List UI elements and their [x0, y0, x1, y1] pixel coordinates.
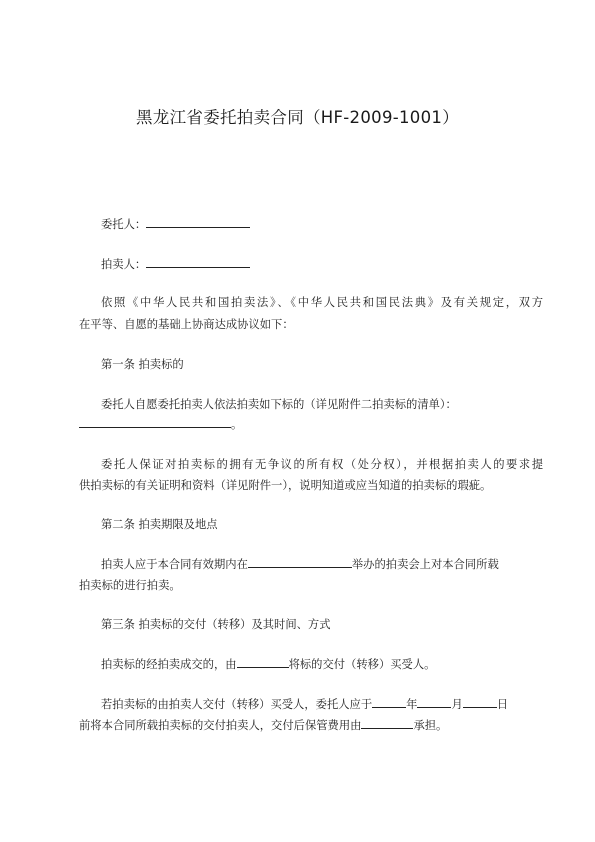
- auctioneer-label: 拍卖人：: [101, 258, 147, 271]
- month-label: 月: [451, 698, 463, 711]
- deliverer-blank: [237, 655, 289, 668]
- month-blank: [417, 695, 451, 708]
- article1-p2-line1: 委托人保证对拍卖标的拥有无争议的所有权（处分权），并根据拍卖人的要求提: [101, 458, 543, 471]
- consignor-line: [79, 215, 543, 235]
- year-blank: [372, 695, 406, 708]
- consignor-blank: [146, 215, 250, 228]
- auctioneer-blank: [146, 255, 250, 268]
- article2-line1-b: 举办的拍卖会上对本合同所载: [351, 558, 499, 571]
- article3-p2-line1: [79, 695, 543, 715]
- article3-p2-line2-b: 承担。: [413, 719, 448, 732]
- subject-blank: [79, 415, 231, 428]
- storage-fee-blank: [361, 716, 413, 729]
- article3-p2-line2: [79, 716, 521, 736]
- article2-line1: [79, 555, 543, 575]
- article3-p1: [79, 655, 543, 675]
- auctioneer-line: [79, 255, 543, 275]
- day-label: 日: [496, 698, 509, 711]
- article2-line2: 拍卖标的进行拍卖。: [79, 579, 181, 592]
- consignor-label: 委托人：: [101, 218, 147, 231]
- document-title: 黑龙江省委托拍卖合同（HF-2009-1001）: [136, 108, 459, 127]
- article2-line1-a: 拍卖人应于本合同有效期内在: [101, 558, 248, 571]
- article2-heading: 第二条 拍卖期限及地点: [101, 518, 218, 531]
- article3-p2-a: 若拍卖标的由拍卖人交付（转移）买受人，委托人应于: [101, 698, 373, 711]
- article3-p1-b: 将标的交付（转移）买受人。: [288, 658, 436, 671]
- article1-p1-end: 。: [231, 418, 243, 431]
- year-label: 年: [406, 698, 418, 711]
- article3-p1-a: 拍卖标的经拍卖成交的，由: [101, 658, 237, 671]
- article3-p2-line2-a: 前将本合同所载拍卖标的交付拍卖人，交付后保管费用由: [79, 719, 362, 732]
- article1-heading: 第一条 拍卖标的: [101, 358, 184, 371]
- day-blank: [463, 695, 497, 708]
- article1-p1-line1: 委托人自愿委托拍卖人依法拍卖如下标的（详见附件二拍卖标的清单）：: [101, 398, 457, 411]
- venue-blank: [248, 555, 352, 568]
- article3-heading: 第三条 拍卖标的交付（转移）及其时间、方式: [101, 618, 331, 631]
- article1-p1-line2: [79, 415, 521, 435]
- intro-line-2: 在平等、自愿的基础上协商达成协议如下：: [79, 318, 294, 331]
- intro-line-1: 依照《中华人民共和国拍卖法》、《中华人民共和国民法典》及有关规定，双方: [101, 296, 543, 309]
- article1-p2-line2: 供拍卖标的有关证明和资料（详见附件一），说明知道或应当知道的拍卖标的瑕疵。: [79, 479, 492, 492]
